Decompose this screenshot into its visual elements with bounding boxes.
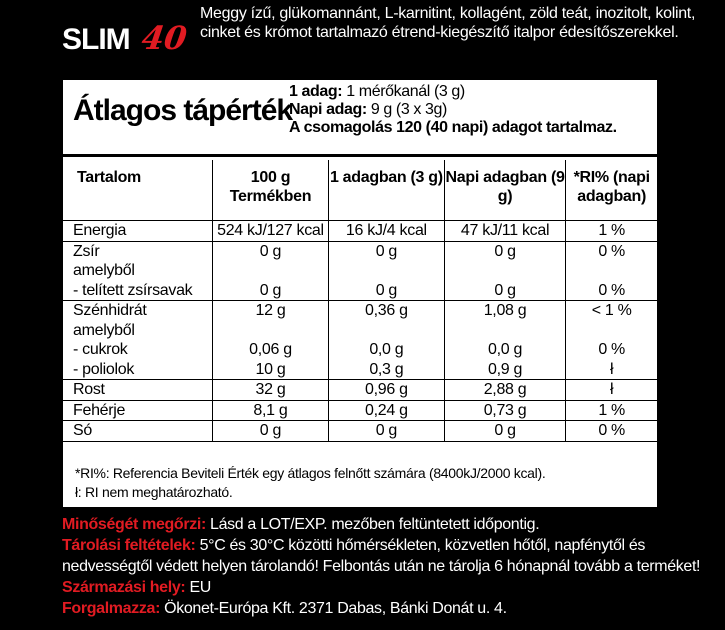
value-cell	[212, 301, 328, 380]
value-cell	[212, 400, 328, 421]
nutrition-table	[63, 160, 657, 442]
nutrient-value: 1 %	[598, 222, 625, 239]
table-row	[63, 421, 657, 442]
value-cell	[328, 400, 444, 421]
value-cell	[444, 221, 566, 242]
quality-label: Minőségét megőrzi:	[62, 516, 206, 533]
nutrient-label: Szénhidrát	[73, 302, 147, 319]
serving-info	[289, 83, 617, 137]
nutrient-value: 10 g	[255, 360, 286, 378]
value-cell	[212, 380, 328, 401]
nutrient-value: 8,1 g	[253, 401, 288, 419]
nutrient-value	[566, 261, 657, 281]
nutrient-value: 0 g	[375, 242, 398, 260]
daily-label: Napi adag:	[289, 101, 367, 118]
footnote-ri: *RI%: Referencia Beviteli Érték egy átlagos felnőtt számára (8400kJ/2000 kcal).	[75, 465, 546, 481]
table-footnotes	[75, 464, 545, 502]
nutrient-label: - telített zsírsavak	[73, 281, 193, 299]
column-header: 1 adagban (3 g)	[328, 160, 444, 221]
nutrient-value: 0 %	[598, 422, 625, 439]
nutrient-value: 47 kJ/11 kcal	[460, 222, 550, 239]
nutrient-value: 12 g	[255, 302, 286, 319]
nutrient-value: 0 g	[494, 242, 516, 260]
nutrient-value: 0 g	[259, 281, 282, 299]
nutrient-label-cell	[63, 221, 212, 242]
nutrient-value: 0,73 g	[483, 401, 527, 419]
nutrient-label-cell	[63, 301, 212, 380]
nutrient-value: 32 g	[255, 381, 286, 398]
nutrient-label: Zsír	[73, 242, 100, 260]
value-cell	[566, 241, 657, 301]
nutrient-value: 0 %	[598, 281, 625, 299]
product-description: Meggy ízű, glükomannánt, L-karnitint, kollagént, zöld teát, inozitolt, kolint, cinket és krómot tartalmazó étrend-kiegészítő italpor édesítőszerekkel.	[200, 5, 696, 41]
brand-number: 40	[139, 19, 190, 57]
table-row	[63, 380, 657, 401]
value-cell	[444, 380, 566, 401]
value-cell	[328, 421, 444, 442]
nutrient-label: Rost	[73, 381, 105, 398]
nutrition-table-body	[63, 221, 657, 442]
nutrient-label: amelyből	[73, 321, 135, 339]
nutrition-panel	[60, 77, 660, 510]
nutrient-value	[213, 261, 328, 281]
column-header: Napi adagban (9 g)	[444, 160, 566, 221]
nutrient-label-cell	[63, 421, 212, 442]
value-cell	[328, 221, 444, 242]
column-header: 100 g Termékben	[212, 160, 328, 221]
value-cell	[444, 241, 566, 301]
value-cell	[566, 221, 657, 242]
nutrient-value: 0 %	[598, 341, 625, 358]
value-cell	[212, 421, 328, 442]
nutrient-value	[213, 321, 328, 341]
footnote-symbol: ł: RI nem meghatározható.	[75, 484, 233, 500]
table-row	[63, 241, 657, 301]
table-row	[63, 221, 657, 242]
value-cell	[212, 241, 328, 301]
value-cell	[328, 380, 444, 401]
package-info: A csomagolás 120 (40 napi) adagot tartalmaz.	[289, 119, 617, 136]
nutrition-header	[63, 80, 657, 157]
column-header: *RI% (napi adagban)	[566, 160, 657, 221]
nutrient-value: 0,0 g	[369, 341, 404, 358]
distributor-label: Forgalmazza:	[62, 600, 161, 617]
nutrient-value	[445, 321, 566, 341]
serving-label: 1 adag:	[289, 83, 343, 100]
quality-text: Lásd a LOT/EXP. mezőben feltüntetett időpontig.	[205, 516, 540, 533]
table-header-row	[63, 160, 657, 221]
nutrient-value: 0 g	[375, 422, 398, 439]
value-cell	[444, 421, 566, 442]
brand-slim: SLIM	[62, 23, 130, 56]
value-cell	[566, 400, 657, 421]
nutrient-value: 1 %	[598, 401, 625, 419]
value-cell	[328, 301, 444, 380]
nutrient-value: 0,0 g	[488, 341, 523, 358]
nutrient-label: - poliolok	[73, 360, 135, 378]
value-cell	[566, 301, 657, 380]
nutrient-value: 0,9 g	[488, 360, 523, 378]
nutrient-value: < 1 %	[591, 302, 632, 319]
origin-text: EU	[185, 579, 211, 596]
nutrient-value: 0,06 g	[249, 341, 292, 358]
nutrient-value: 16 kJ/4 kcal	[345, 222, 427, 239]
distributor-text: Ökonet-Európa Kft. 2371 Dabas, Bánki Donát u. 4.	[160, 600, 507, 617]
nutrient-value: ł	[610, 360, 614, 378]
table-row	[63, 301, 657, 380]
nutrient-value: 0 g	[259, 242, 282, 260]
nutrient-label-cell	[63, 400, 212, 421]
serving-value: 1 mérőkanál (3 g)	[342, 83, 465, 100]
nutrient-label: Fehérje	[73, 401, 126, 419]
nutrient-value: 524 kJ/127 kcal	[217, 222, 324, 239]
nutrient-label: amelyből	[73, 262, 135, 279]
table-row	[63, 400, 657, 421]
nutrient-value	[329, 321, 444, 341]
nutrient-value: ł	[610, 381, 614, 398]
nutrient-value: 2,88 g	[483, 381, 527, 398]
brand-logo	[62, 19, 190, 62]
value-cell	[328, 241, 444, 301]
nutrient-value: 0 g	[494, 281, 516, 299]
column-header: Tartalom	[63, 160, 212, 221]
nutrient-value: 0,24 g	[365, 401, 408, 419]
nutrient-label: Só	[73, 422, 92, 439]
storage-label: Tárolási feltételek:	[62, 537, 196, 554]
nutrient-value: 0 g	[259, 422, 282, 439]
nutrient-value: 0 g	[375, 281, 398, 299]
nutrient-label: - cukrok	[73, 341, 128, 358]
daily-value: 9 g (3 x 3g)	[366, 101, 447, 118]
nutrient-label-cell	[63, 241, 212, 301]
value-cell	[212, 221, 328, 242]
nutrient-value	[566, 321, 657, 341]
nutrient-value	[329, 261, 444, 281]
nutrition-title: Átlagos tápérték	[73, 94, 293, 127]
storage-text: 5°C és 30°C közötti hőmérsékleten, közvetlen hőtől, napfénytől és nedvességtől védett helyen tárolandó! Felbontás után ne tárolja 6 hónapnál tovább a terméket!	[62, 537, 701, 575]
nutrient-value: 0,36 g	[365, 302, 408, 319]
nutrient-value	[445, 261, 566, 281]
nutrient-label-cell	[63, 380, 212, 401]
value-cell	[566, 421, 657, 442]
product-details	[62, 514, 722, 619]
origin-label: Származási hely:	[62, 579, 186, 596]
nutrient-value: 0,3 g	[369, 360, 404, 378]
nutrient-value: 0,96 g	[365, 381, 408, 398]
nutrient-label: Energia	[73, 222, 127, 239]
nutrient-value: 0 %	[598, 242, 625, 260]
nutrient-value: 0 g	[494, 422, 516, 439]
value-cell	[444, 301, 566, 380]
nutrient-value: 1,08 g	[483, 302, 527, 319]
value-cell	[444, 400, 566, 421]
value-cell	[566, 380, 657, 401]
